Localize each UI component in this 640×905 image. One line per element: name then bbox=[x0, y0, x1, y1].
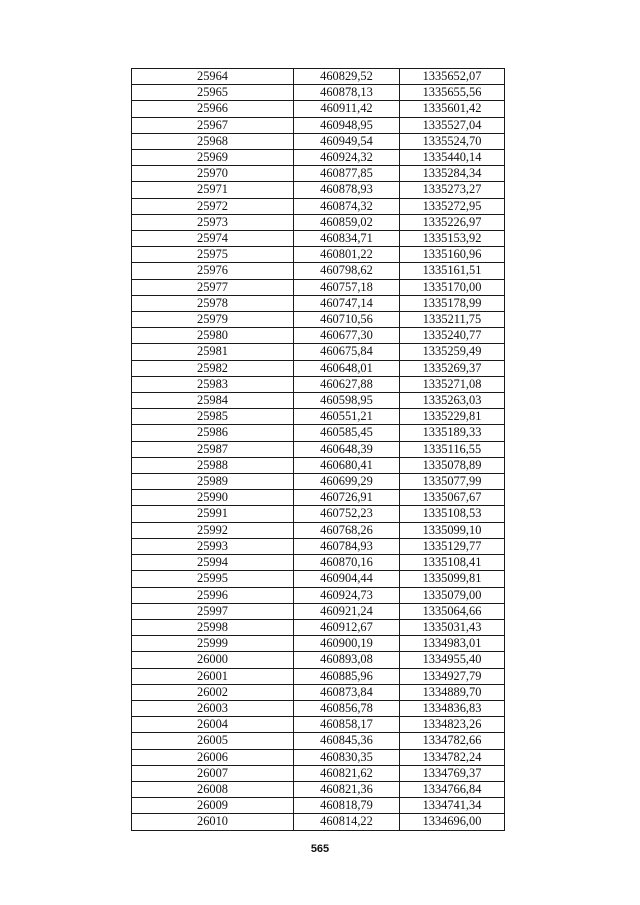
x-coordinate-cell: 460893,08 bbox=[294, 652, 400, 668]
y-coordinate-cell: 1335269,37 bbox=[400, 360, 505, 376]
table-row bbox=[132, 506, 505, 522]
coordinates-table-body bbox=[132, 69, 505, 831]
y-coordinate-cell: 1335031,43 bbox=[400, 619, 505, 635]
y-coordinate-cell: 1334782,24 bbox=[400, 749, 505, 765]
y-coordinate-cell: 1335229,81 bbox=[400, 409, 505, 425]
point-number-cell: 25984 bbox=[132, 393, 294, 409]
table-row bbox=[132, 231, 505, 247]
table-row bbox=[132, 765, 505, 781]
x-coordinate-cell: 460627,88 bbox=[294, 376, 400, 392]
x-coordinate-cell: 460904,44 bbox=[294, 571, 400, 587]
y-coordinate-cell: 1335161,51 bbox=[400, 263, 505, 279]
x-coordinate-cell: 460924,32 bbox=[294, 150, 400, 166]
point-number-cell: 25991 bbox=[132, 506, 294, 522]
point-number-cell: 26006 bbox=[132, 749, 294, 765]
x-coordinate-cell: 460821,36 bbox=[294, 781, 400, 797]
x-coordinate-cell: 460845,36 bbox=[294, 733, 400, 749]
y-coordinate-cell: 1334836,83 bbox=[400, 700, 505, 716]
y-coordinate-cell: 1335272,95 bbox=[400, 198, 505, 214]
y-coordinate-cell: 1334766,84 bbox=[400, 781, 505, 797]
y-coordinate-cell: 1335116,55 bbox=[400, 441, 505, 457]
x-coordinate-cell: 460821,62 bbox=[294, 765, 400, 781]
x-coordinate-cell: 460551,21 bbox=[294, 409, 400, 425]
point-number-cell: 25987 bbox=[132, 441, 294, 457]
x-coordinate-cell: 460726,91 bbox=[294, 490, 400, 506]
point-number-cell: 25999 bbox=[132, 636, 294, 652]
point-number-cell: 26007 bbox=[132, 765, 294, 781]
point-number-cell: 25971 bbox=[132, 182, 294, 198]
table-row bbox=[132, 425, 505, 441]
x-coordinate-cell: 460648,01 bbox=[294, 360, 400, 376]
y-coordinate-cell: 1335079,00 bbox=[400, 587, 505, 603]
table-row bbox=[132, 69, 505, 85]
y-coordinate-cell: 1335160,96 bbox=[400, 247, 505, 263]
y-coordinate-cell: 1335263,03 bbox=[400, 393, 505, 409]
x-coordinate-cell: 460900,19 bbox=[294, 636, 400, 652]
y-coordinate-cell: 1335067,67 bbox=[400, 490, 505, 506]
y-coordinate-cell: 1335129,77 bbox=[400, 538, 505, 554]
x-coordinate-cell: 460877,85 bbox=[294, 166, 400, 182]
x-coordinate-cell: 460814,22 bbox=[294, 814, 400, 830]
x-coordinate-cell: 460829,52 bbox=[294, 69, 400, 85]
y-coordinate-cell: 1335077,99 bbox=[400, 474, 505, 490]
x-coordinate-cell: 460858,17 bbox=[294, 717, 400, 733]
x-coordinate-cell: 460818,79 bbox=[294, 798, 400, 814]
y-coordinate-cell: 1335284,34 bbox=[400, 166, 505, 182]
table-row bbox=[132, 214, 505, 230]
x-coordinate-cell: 460912,67 bbox=[294, 619, 400, 635]
point-number-cell: 25970 bbox=[132, 166, 294, 182]
x-coordinate-cell: 460878,13 bbox=[294, 85, 400, 101]
x-coordinate-cell: 460834,71 bbox=[294, 231, 400, 247]
y-coordinate-cell: 1335524,70 bbox=[400, 133, 505, 149]
x-coordinate-cell: 460757,18 bbox=[294, 279, 400, 295]
y-coordinate-cell: 1335099,81 bbox=[400, 571, 505, 587]
point-number-cell: 25989 bbox=[132, 474, 294, 490]
x-coordinate-cell: 460921,24 bbox=[294, 603, 400, 619]
y-coordinate-cell: 1334955,40 bbox=[400, 652, 505, 668]
table-row bbox=[132, 312, 505, 328]
x-coordinate-cell: 460878,93 bbox=[294, 182, 400, 198]
y-coordinate-cell: 1335240,77 bbox=[400, 328, 505, 344]
table-row bbox=[132, 798, 505, 814]
x-coordinate-cell: 460768,26 bbox=[294, 522, 400, 538]
x-coordinate-cell: 460675,84 bbox=[294, 344, 400, 360]
x-coordinate-cell: 460830,35 bbox=[294, 749, 400, 765]
table-row bbox=[132, 441, 505, 457]
point-number-cell: 25978 bbox=[132, 295, 294, 311]
point-number-cell: 26003 bbox=[132, 700, 294, 716]
point-number-cell: 25966 bbox=[132, 101, 294, 117]
point-number-cell: 25992 bbox=[132, 522, 294, 538]
point-number-cell: 25969 bbox=[132, 150, 294, 166]
table-row bbox=[132, 101, 505, 117]
x-coordinate-cell: 460911,42 bbox=[294, 101, 400, 117]
y-coordinate-cell: 1335211,75 bbox=[400, 312, 505, 328]
x-coordinate-cell: 460924,73 bbox=[294, 587, 400, 603]
table-row bbox=[132, 166, 505, 182]
table-row bbox=[132, 133, 505, 149]
x-coordinate-cell: 460598,95 bbox=[294, 393, 400, 409]
table-row bbox=[132, 749, 505, 765]
table-row bbox=[132, 150, 505, 166]
table-row bbox=[132, 587, 505, 603]
x-coordinate-cell: 460699,29 bbox=[294, 474, 400, 490]
point-number-cell: 26005 bbox=[132, 733, 294, 749]
y-coordinate-cell: 1335178,99 bbox=[400, 295, 505, 311]
point-number-cell: 25985 bbox=[132, 409, 294, 425]
table-row bbox=[132, 85, 505, 101]
table-row bbox=[132, 457, 505, 473]
page-number: 565 bbox=[310, 843, 330, 855]
table-row bbox=[132, 700, 505, 716]
table-row bbox=[132, 295, 505, 311]
x-coordinate-cell: 460885,96 bbox=[294, 668, 400, 684]
x-coordinate-cell: 460752,23 bbox=[294, 506, 400, 522]
y-coordinate-cell: 1335271,08 bbox=[400, 376, 505, 392]
table-row bbox=[132, 409, 505, 425]
y-coordinate-cell: 1335259,49 bbox=[400, 344, 505, 360]
x-coordinate-cell: 460680,41 bbox=[294, 457, 400, 473]
table-row bbox=[132, 814, 505, 830]
point-number-cell: 26001 bbox=[132, 668, 294, 684]
x-coordinate-cell: 460677,30 bbox=[294, 328, 400, 344]
table-row bbox=[132, 360, 505, 376]
table-row bbox=[132, 668, 505, 684]
y-coordinate-cell: 1335226,97 bbox=[400, 214, 505, 230]
table-row bbox=[132, 279, 505, 295]
x-coordinate-cell: 460859,02 bbox=[294, 214, 400, 230]
x-coordinate-cell: 460873,84 bbox=[294, 684, 400, 700]
y-coordinate-cell: 1334823,26 bbox=[400, 717, 505, 733]
table-row bbox=[132, 393, 505, 409]
y-coordinate-cell: 1334983,01 bbox=[400, 636, 505, 652]
y-coordinate-cell: 1334927,79 bbox=[400, 668, 505, 684]
point-number-cell: 25995 bbox=[132, 571, 294, 587]
y-coordinate-cell: 1334741,34 bbox=[400, 798, 505, 814]
table-row bbox=[132, 733, 505, 749]
coordinates-table bbox=[131, 68, 505, 831]
table-row bbox=[132, 474, 505, 490]
y-coordinate-cell: 1334696,00 bbox=[400, 814, 505, 830]
point-number-cell: 26002 bbox=[132, 684, 294, 700]
x-coordinate-cell: 460874,32 bbox=[294, 198, 400, 214]
table-row bbox=[132, 652, 505, 668]
point-number-cell: 25980 bbox=[132, 328, 294, 344]
x-coordinate-cell: 460801,22 bbox=[294, 247, 400, 263]
point-number-cell: 25972 bbox=[132, 198, 294, 214]
table-row bbox=[132, 522, 505, 538]
y-coordinate-cell: 1335527,04 bbox=[400, 117, 505, 133]
point-number-cell: 25977 bbox=[132, 279, 294, 295]
table-row bbox=[132, 198, 505, 214]
x-coordinate-cell: 460784,93 bbox=[294, 538, 400, 554]
x-coordinate-cell: 460585,45 bbox=[294, 425, 400, 441]
y-coordinate-cell: 1335440,14 bbox=[400, 150, 505, 166]
point-number-cell: 25988 bbox=[132, 457, 294, 473]
point-number-cell: 25979 bbox=[132, 312, 294, 328]
point-number-cell: 25974 bbox=[132, 231, 294, 247]
x-coordinate-cell: 460710,56 bbox=[294, 312, 400, 328]
point-number-cell: 25997 bbox=[132, 603, 294, 619]
point-number-cell: 25993 bbox=[132, 538, 294, 554]
y-coordinate-cell: 1334769,37 bbox=[400, 765, 505, 781]
x-coordinate-cell: 460648,39 bbox=[294, 441, 400, 457]
y-coordinate-cell: 1335189,33 bbox=[400, 425, 505, 441]
y-coordinate-cell: 1334889,70 bbox=[400, 684, 505, 700]
y-coordinate-cell: 1335078,89 bbox=[400, 457, 505, 473]
table-row bbox=[132, 328, 505, 344]
point-number-cell: 25976 bbox=[132, 263, 294, 279]
table-row bbox=[132, 490, 505, 506]
point-number-cell: 25981 bbox=[132, 344, 294, 360]
point-number-cell: 25973 bbox=[132, 214, 294, 230]
table-row bbox=[132, 636, 505, 652]
table-row bbox=[132, 376, 505, 392]
x-coordinate-cell: 460798,62 bbox=[294, 263, 400, 279]
point-number-cell: 25964 bbox=[132, 69, 294, 85]
table-row bbox=[132, 263, 505, 279]
point-number-cell: 25982 bbox=[132, 360, 294, 376]
y-coordinate-cell: 1334782,66 bbox=[400, 733, 505, 749]
y-coordinate-cell: 1335064,66 bbox=[400, 603, 505, 619]
x-coordinate-cell: 460949,54 bbox=[294, 133, 400, 149]
point-number-cell: 26004 bbox=[132, 717, 294, 733]
point-number-cell: 25983 bbox=[132, 376, 294, 392]
point-number-cell: 25990 bbox=[132, 490, 294, 506]
y-coordinate-cell: 1335108,53 bbox=[400, 506, 505, 522]
point-number-cell: 25996 bbox=[132, 587, 294, 603]
table-row bbox=[132, 619, 505, 635]
table-row bbox=[132, 781, 505, 797]
table-row bbox=[132, 603, 505, 619]
x-coordinate-cell: 460948,95 bbox=[294, 117, 400, 133]
point-number-cell: 25998 bbox=[132, 619, 294, 635]
y-coordinate-cell: 1335099,10 bbox=[400, 522, 505, 538]
table-row bbox=[132, 717, 505, 733]
table-row bbox=[132, 684, 505, 700]
y-coordinate-cell: 1335170,00 bbox=[400, 279, 505, 295]
table-row bbox=[132, 571, 505, 587]
point-number-cell: 25975 bbox=[132, 247, 294, 263]
point-number-cell: 26009 bbox=[132, 798, 294, 814]
table-row bbox=[132, 344, 505, 360]
point-number-cell: 25965 bbox=[132, 85, 294, 101]
point-number-cell: 26000 bbox=[132, 652, 294, 668]
y-coordinate-cell: 1335153,92 bbox=[400, 231, 505, 247]
point-number-cell: 25986 bbox=[132, 425, 294, 441]
x-coordinate-cell: 460856,78 bbox=[294, 700, 400, 716]
table-row bbox=[132, 538, 505, 554]
point-number-cell: 25994 bbox=[132, 555, 294, 571]
point-number-cell: 25967 bbox=[132, 117, 294, 133]
point-number-cell: 26008 bbox=[132, 781, 294, 797]
y-coordinate-cell: 1335601,42 bbox=[400, 101, 505, 117]
x-coordinate-cell: 460747,14 bbox=[294, 295, 400, 311]
table-row bbox=[132, 117, 505, 133]
point-number-cell: 25968 bbox=[132, 133, 294, 149]
table-row bbox=[132, 182, 505, 198]
point-number-cell: 26010 bbox=[132, 814, 294, 830]
table-row bbox=[132, 555, 505, 571]
x-coordinate-cell: 460870,16 bbox=[294, 555, 400, 571]
y-coordinate-cell: 1335108,41 bbox=[400, 555, 505, 571]
y-coordinate-cell: 1335273,27 bbox=[400, 182, 505, 198]
y-coordinate-cell: 1335652,07 bbox=[400, 69, 505, 85]
y-coordinate-cell: 1335655,56 bbox=[400, 85, 505, 101]
table-row bbox=[132, 247, 505, 263]
